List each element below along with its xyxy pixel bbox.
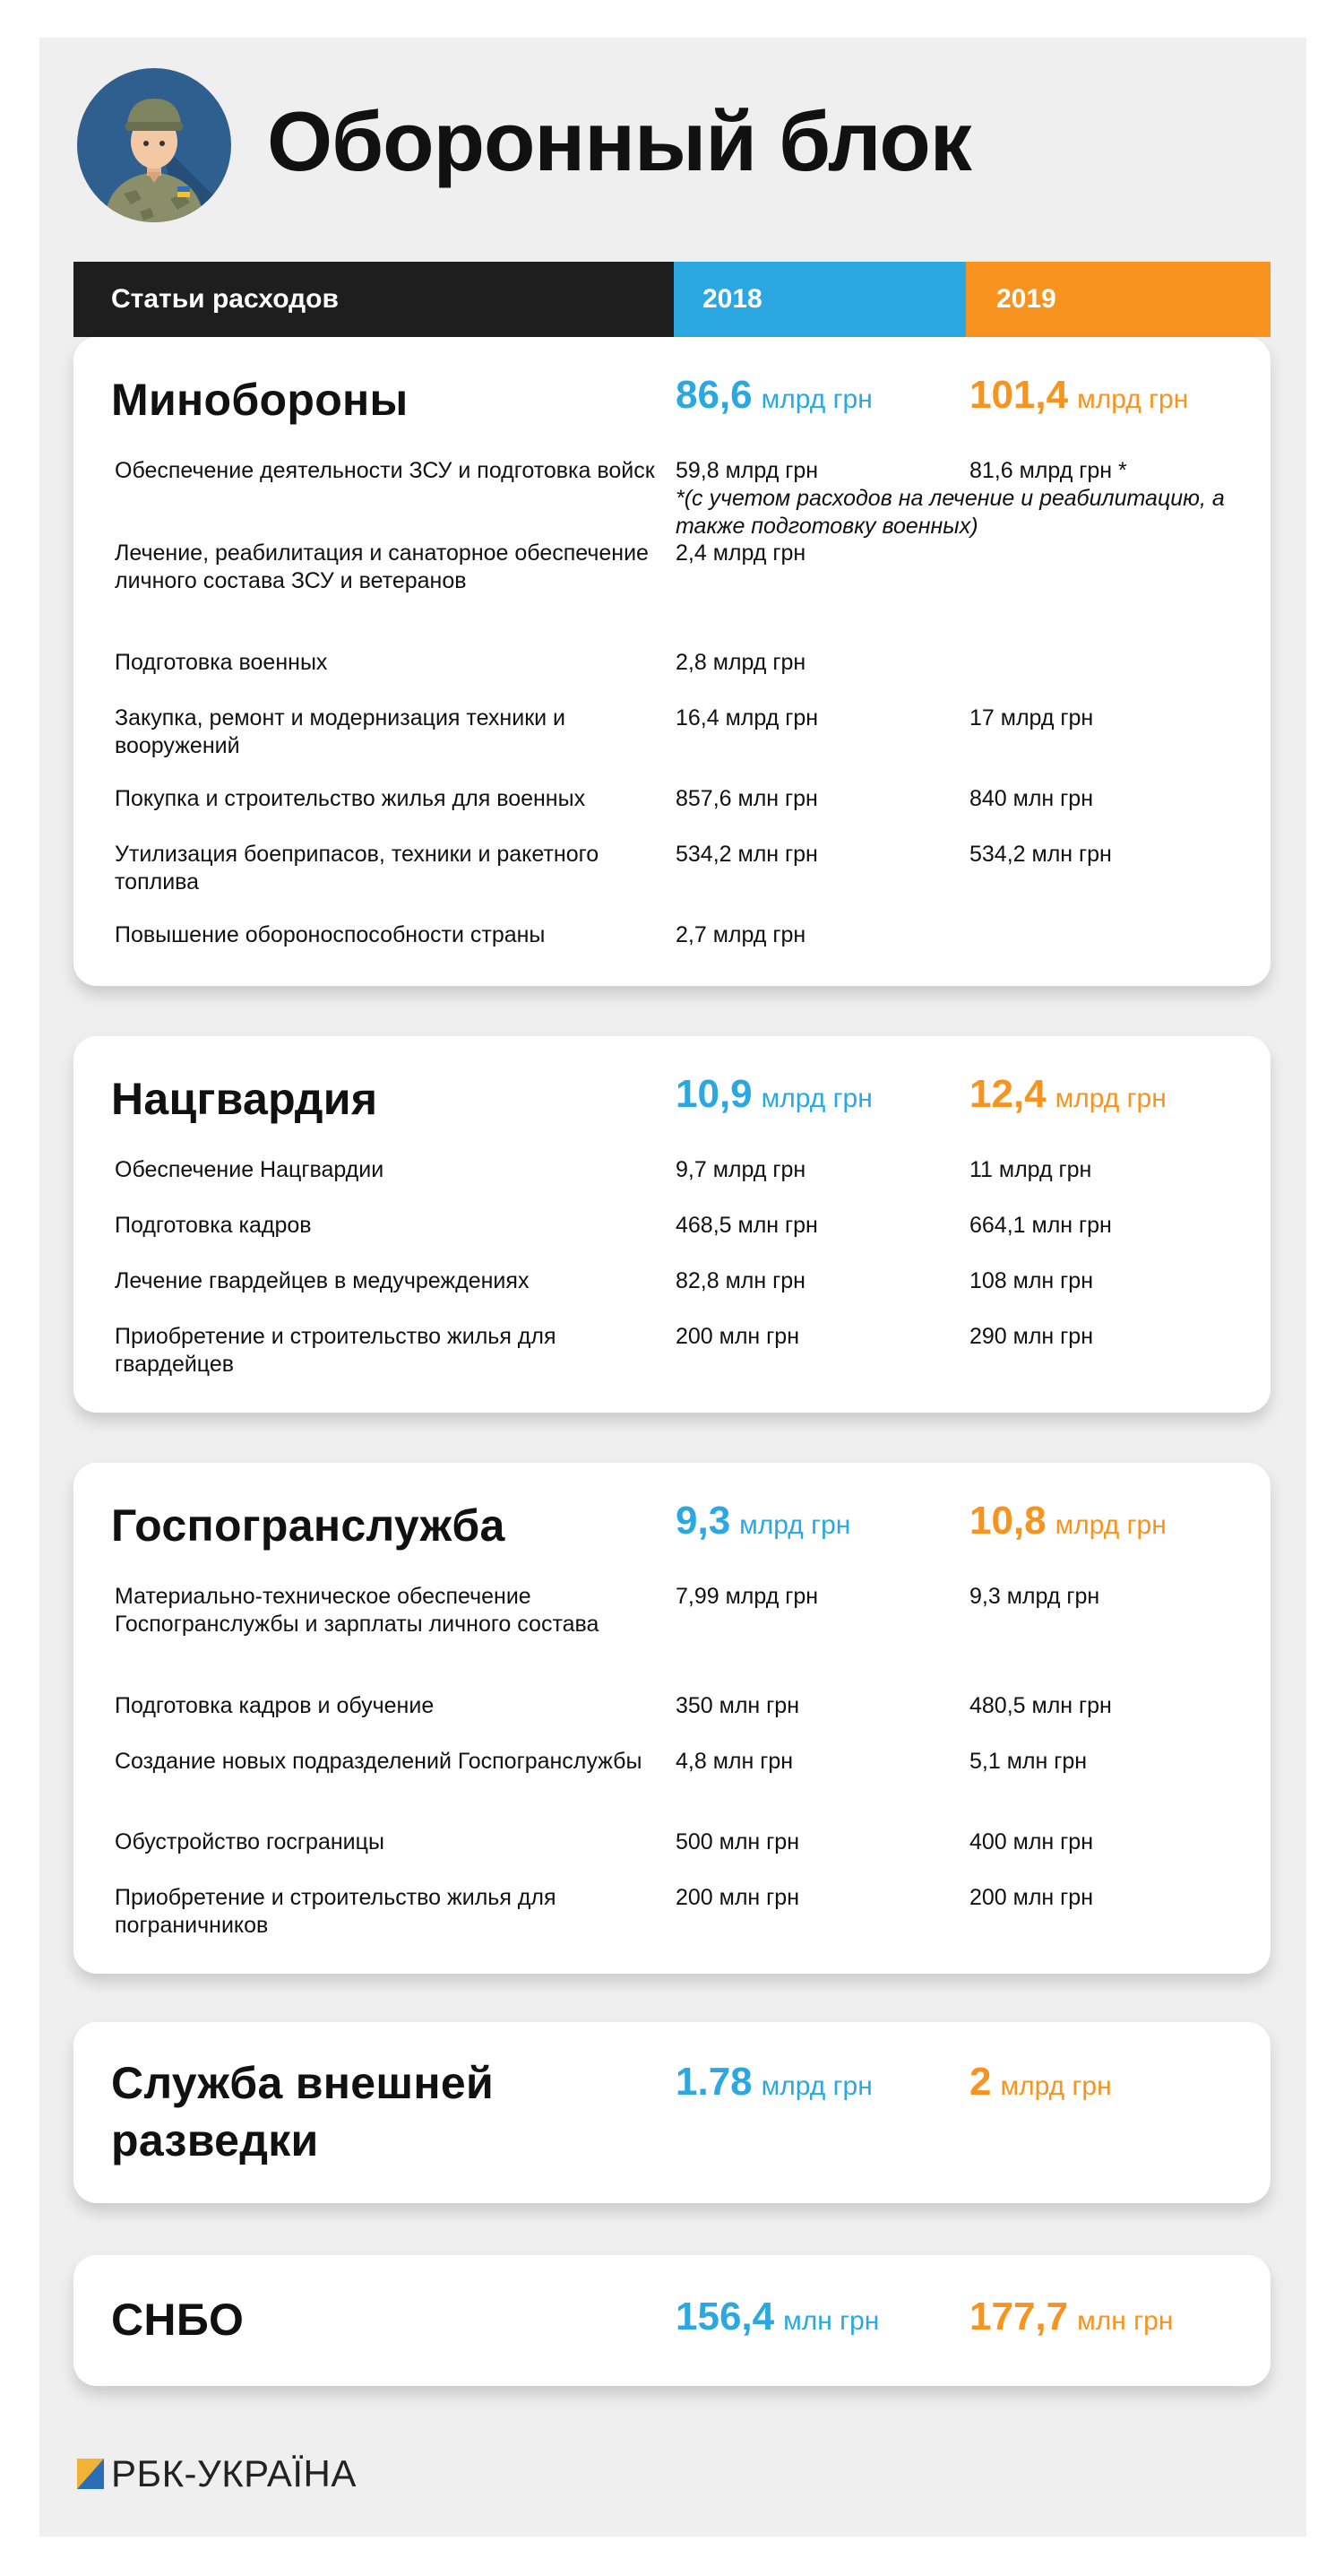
value-2019: 840 млн грн: [969, 786, 1094, 811]
total-2019: [969, 373, 1188, 418]
total-2018: [676, 373, 873, 418]
total-unit: млрд грн: [1055, 1084, 1167, 1113]
row-label: Создание новых подразделений Госпогранслужбы: [115, 1749, 642, 1774]
footnote: *(с учетом расходов на лечение и реабилитацию, а также подготовку военных): [676, 486, 1225, 539]
value-2019: 290 млн грн: [969, 1324, 1094, 1349]
total-unit: млрд грн: [1000, 2071, 1112, 2101]
total-2018: [676, 1072, 873, 1117]
card-natsgvardiya: [73, 1036, 1271, 1413]
total-value: 9,3: [676, 1499, 731, 1543]
total-unit: млрд грн: [761, 1084, 873, 1113]
row-label: Подготовка кадров и обучение: [115, 1693, 435, 1718]
row-label: Подготовка военных: [115, 650, 328, 675]
value-2019: 9,3 млрд грн: [969, 1584, 1100, 1609]
row-label: Лечение гвардейцев в медучреждениях: [115, 1268, 530, 1293]
total-unit: млн грн: [1077, 2306, 1174, 2336]
rbc-ukraina-logo: [77, 2452, 357, 2495]
section-name: Служба внешней разведки: [111, 2058, 495, 2165]
total-unit: млрд грн: [1077, 385, 1189, 414]
total-2019: [969, 1072, 1167, 1117]
value-2018: 2,7 млрд грн: [676, 922, 806, 947]
row-label: Утилизация боеприпасов, техники и ракетного топлива: [115, 842, 599, 895]
value-2018: 2,4 млрд грн: [676, 540, 806, 566]
row-label: Лечение, реабилитация и санаторное обеспечение личного состава ЗСУ и ветеранов: [115, 540, 649, 593]
card-minoborony: [73, 337, 1271, 986]
value-2018: 4,8 млн грн: [676, 1749, 794, 1774]
card-sluzhba-vneshnei-razvedki: [73, 2022, 1271, 2203]
value-2019: 664,1 млн грн: [969, 1213, 1112, 1238]
value-2018: 534,2 млн грн: [676, 842, 818, 867]
row-label: Подготовка кадров: [115, 1213, 312, 1238]
header-items-label: Статьи расходов: [73, 262, 674, 337]
page-title: Оборонный блок: [267, 94, 971, 188]
value-2019: 534,2 млн грн: [969, 842, 1112, 867]
value-2019: 11 млрд грн: [969, 1157, 1092, 1182]
header-year-2018: 2018: [674, 262, 966, 337]
value-2018: 350 млн грн: [676, 1693, 800, 1718]
total-2018: [676, 2295, 879, 2339]
value-2019: 5,1 млн грн: [969, 1749, 1088, 1774]
total-2018: [676, 2060, 873, 2105]
value-2018: 7,99 млрд грн: [676, 1584, 819, 1609]
value-2018: 82,8 млн грн: [676, 1268, 806, 1293]
row-label: Повышение обороноспособности страны: [115, 922, 546, 947]
row-label: Обеспечение Нацгвардии: [115, 1157, 384, 1182]
value-2018: 468,5 млн грн: [676, 1213, 818, 1238]
total-unit: млрд грн: [739, 1510, 851, 1540]
value-2019: 480,5 млн грн: [969, 1693, 1112, 1718]
value-2019: 108 млн грн: [969, 1268, 1094, 1293]
row-label: Обеспечение деятельности ЗСУ и подготовка войск: [115, 458, 655, 483]
table-header: [73, 262, 1271, 337]
header-year-2019: 2019: [966, 262, 1271, 337]
total-unit: млрд грн: [761, 385, 873, 414]
total-value: 101,4: [969, 373, 1069, 417]
section-name: Госпогранслужба: [111, 1500, 505, 1551]
rbc-logo-icon: [77, 2459, 104, 2489]
value-2018: 200 млн грн: [676, 1885, 800, 1910]
total-value: 10,8: [969, 1499, 1047, 1543]
total-value: 2: [969, 2060, 992, 2104]
total-unit: млрд грн: [761, 2071, 873, 2101]
value-2018: 857,6 млн грн: [676, 786, 818, 811]
card-gospogransluzhba: [73, 1463, 1271, 1974]
row-label: Покупка и строительство жилья для военных: [115, 786, 586, 811]
total-2019: [969, 2295, 1173, 2339]
total-2019: [969, 1499, 1167, 1543]
value-2018: 200 млн грн: [676, 1324, 800, 1349]
soldier-avatar-icon: [77, 68, 231, 222]
total-value: 177,7: [969, 2295, 1069, 2338]
value-2019: 81,6 млрд грн *: [969, 458, 1127, 483]
total-value: 12,4: [969, 1072, 1047, 1116]
logo-text: РБК-УКРАЇНА: [111, 2452, 357, 2494]
value-2018: 59,8 млрд грн: [676, 458, 819, 483]
value-2018: 2,8 млрд грн: [676, 650, 806, 675]
total-unit: млрд грн: [1055, 1510, 1167, 1540]
total-2018: [676, 1499, 850, 1543]
row-label: Приобретение и строительство жилья для гвардейцев: [115, 1324, 556, 1377]
total-value: 1.78: [676, 2060, 753, 2104]
total-value: 86,6: [676, 373, 753, 417]
row-label: Обустройство госграницы: [115, 1829, 384, 1854]
total-value: 156,4: [676, 2295, 775, 2338]
section-name: СНБО: [111, 2295, 245, 2345]
row-label: Закупка, ремонт и модернизация техники и вооружений: [115, 705, 566, 758]
total-value: 10,9: [676, 1072, 753, 1116]
value-2019: 400 млн грн: [969, 1829, 1094, 1854]
card-snbo: [73, 2255, 1271, 2386]
section-name: Минобороны: [111, 375, 409, 425]
value-2019: 200 млн грн: [969, 1885, 1094, 1910]
total-unit: млн грн: [783, 2306, 880, 2336]
value-2018: 16,4 млрд грн: [676, 705, 819, 730]
value-2019: 17 млрд грн: [969, 705, 1094, 730]
row-label: Приобретение и строительство жилья для пограничников: [115, 1885, 556, 1938]
row-label: Материально-техническое обеспечение Госпогранслужбы и зарплаты личного состава: [115, 1584, 599, 1637]
value-2018: 9,7 млрд грн: [676, 1157, 806, 1182]
section-name: Нацгвардия: [111, 1074, 378, 1124]
value-2018: 500 млн грн: [676, 1829, 800, 1854]
total-2019: [969, 2060, 1112, 2105]
